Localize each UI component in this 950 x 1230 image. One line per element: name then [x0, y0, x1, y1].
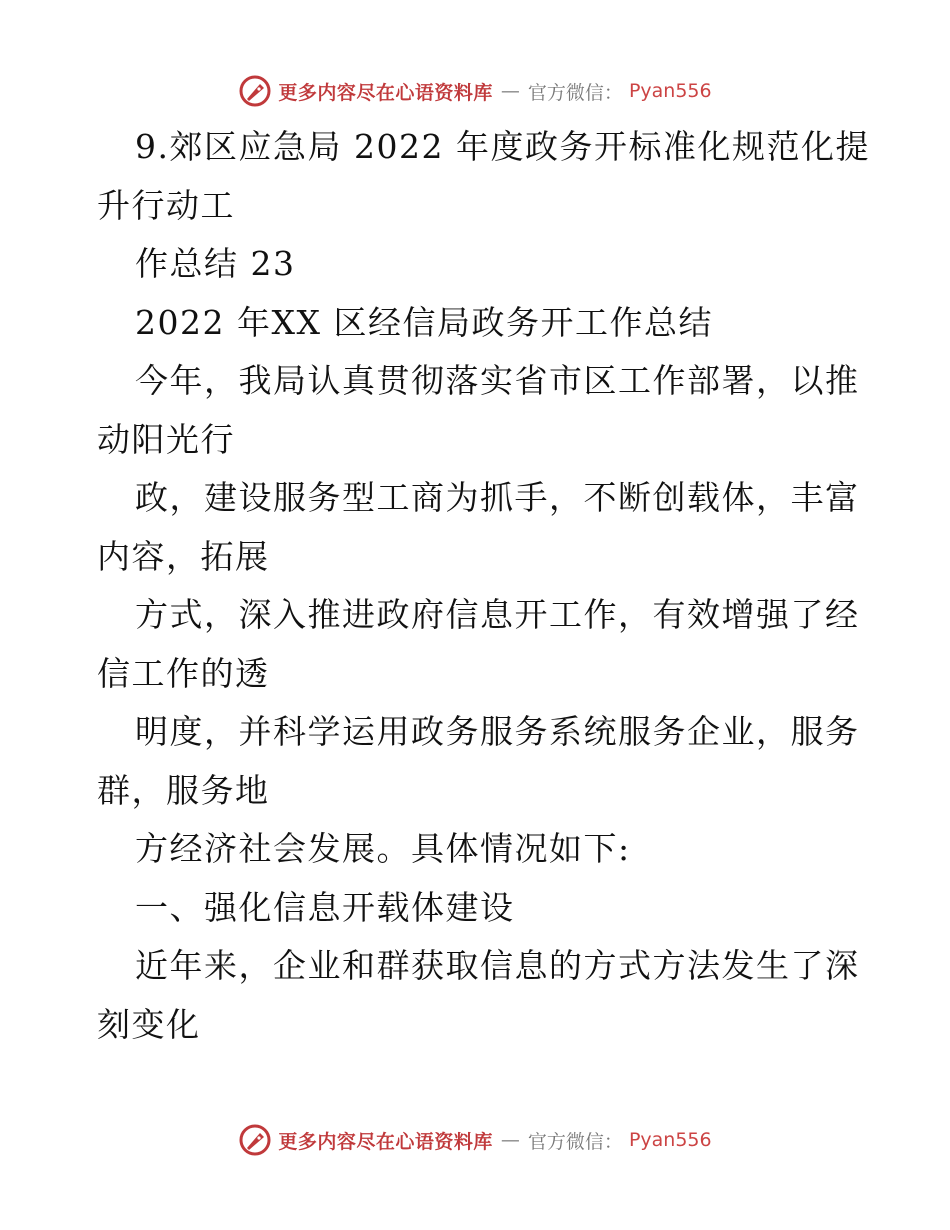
header-watermark [0, 71, 950, 111]
body-line: 作总结 23 [135, 244, 296, 283]
body-line: 刻变化 [97, 1004, 201, 1044]
body-line: 近年来，企业和群获取信息的方式方法发生了深 [135, 946, 860, 985]
document-title: 2022 年XX 区经信局政务开工作总结 [135, 302, 713, 342]
pen-nib-logo-icon [238, 74, 272, 108]
body-line: 信工作的透 [97, 653, 270, 693]
pen-nib-logo-icon [238, 1123, 272, 1157]
body-line: 明度，并科学运用政务服务系统服务企业，服务 [135, 712, 860, 751]
watermark-contact-label: 官方微信： [527, 1130, 623, 1153]
watermark-separator: — [500, 80, 520, 102]
watermark-brand-text: 更多内容尽在心语资料库 [278, 81, 493, 104]
body-line: 方经济社会发展。具体情况如下: [135, 829, 631, 868]
watermark-separator: — [500, 1129, 520, 1151]
body-line: 内容，拓展 [97, 536, 270, 576]
document-body [97, 118, 870, 1054]
body-line: 政，建设服务型工商为抓手，不断创载体，丰富 [135, 478, 860, 517]
watermark-contact-label: 官方微信： [527, 81, 623, 104]
body-line: 群，服务地 [97, 770, 270, 810]
watermark-contact-id: Pyan556 [628, 80, 712, 102]
body-line: 升行动工 [97, 185, 235, 225]
watermark-contact-id: Pyan556 [628, 1129, 712, 1151]
footer-watermark [0, 1120, 950, 1160]
body-line: 9.郊区应急局 2022 年度政务开标准化规范化提 [135, 127, 870, 166]
body-line: 今年，我局认真贯彻落实省市区工作部署，以推 [135, 361, 860, 400]
watermark-brand-text: 更多内容尽在心语资料库 [278, 1130, 493, 1153]
body-line: 方式，深入推进政府信息开工作，有效增强了经 [135, 595, 860, 634]
section-heading: 一、强化信息开载体建设 [135, 887, 515, 927]
body-line: 动阳光行 [97, 419, 235, 459]
